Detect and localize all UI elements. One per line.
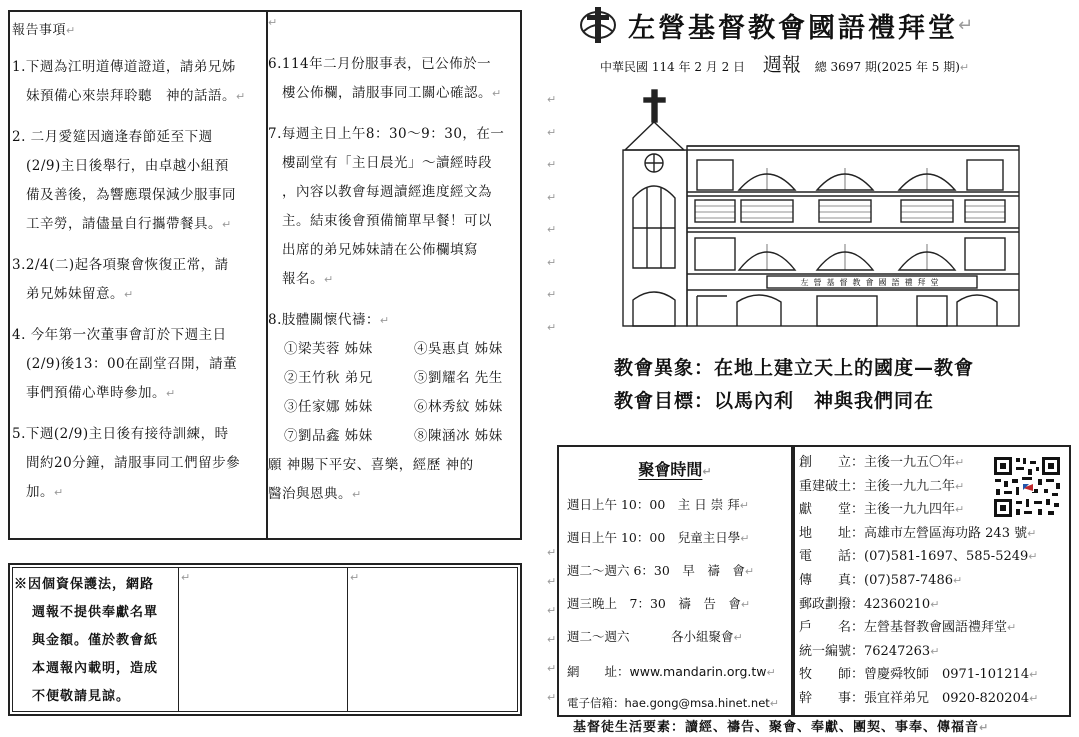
announcement-item xyxy=(12,420,264,507)
goal-line: 教會目標：以馬內利 神與我們同在 xyxy=(614,390,935,412)
announcement-line: 主。結束後會預備簡單早餐！可以 xyxy=(282,213,492,229)
privacy-note-box xyxy=(8,563,522,716)
bulletin-label: 週報 xyxy=(762,54,801,76)
schedule-row: 週二～週六 6：30 早 禱 會↵ xyxy=(567,563,755,578)
schedule-title: 聚會時間↵ xyxy=(638,460,712,479)
announcements-box xyxy=(8,10,522,540)
announcement-line: (2/9)主日後舉行，由卓越小組預 xyxy=(26,158,229,174)
email-link[interactable]: hae.gong@msa.hinet.net xyxy=(624,696,770,710)
info-label: 獻 堂： xyxy=(799,502,865,518)
care-closing-line: 願 神賜下平安、喜樂，經歷 神的 xyxy=(268,457,474,473)
info-row: 牧 師：曾慶舜牧師 0971-101214↵ xyxy=(799,667,1039,683)
info-label: 重建破土： xyxy=(799,478,865,494)
info-row: 傳 真：(07)587-7486↵ xyxy=(799,573,963,588)
info-value: 主後一九九二年 xyxy=(864,478,956,494)
privacy-line: ※因個資保護法，網路 xyxy=(14,577,155,592)
care-row xyxy=(284,393,522,422)
announcements-column-2 xyxy=(268,50,522,509)
paragraph-mark: ↵ xyxy=(350,571,360,584)
paragraph-mark: ↵ xyxy=(268,16,278,29)
info-value: 42360210 xyxy=(864,596,931,612)
info-label: 創 立： xyxy=(799,455,865,470)
bulletin-issue: 總 3697 期(2025 年 5 期) xyxy=(814,60,960,74)
church-title-row xyxy=(578,5,973,45)
announcement-line: 8.肢體關懷代禱：↵ xyxy=(268,312,390,328)
email-row: 電子信箱：hae.gong@msa.hinet.net↵ xyxy=(567,696,779,710)
announcement-line: 工辛勞，請儘量自行攜帶餐具。↵ xyxy=(26,216,232,232)
announcement-line: 加。↵ xyxy=(26,484,64,500)
announcement-list-1 xyxy=(12,53,264,507)
info-label: 電 話： xyxy=(799,549,865,565)
privacy-line: 本週報內載明，造成 xyxy=(32,661,159,676)
care-row xyxy=(284,364,522,393)
info-value: 高雄市左營區海功路 243 號 xyxy=(864,525,1028,541)
announcement-line: 2. 二月愛筵因適逢春節延至下週 xyxy=(12,129,213,145)
info-value: (07)581-1697、585-5249 xyxy=(864,549,1029,565)
info-row: 創 立：主後一九五〇年↵ xyxy=(799,455,965,470)
info-value: 主後一九九四年 xyxy=(864,502,956,518)
announcement-item xyxy=(12,251,264,309)
info-row: 統一編號：76247263↵ xyxy=(799,643,940,659)
info-label: 戶 名： xyxy=(799,620,865,636)
paragraph-mark: ↵ xyxy=(547,546,557,559)
announcement-line: 6.114年二月份服事表，已公佈於一 xyxy=(268,56,492,72)
church-vision xyxy=(614,352,974,418)
paragraph-marks-column: ↵ ↵ ↵ ↵ ↵ ↵ ↵ ↵ xyxy=(547,93,557,334)
building-sign: 左營基督教會國語禮拜堂 xyxy=(800,278,944,287)
care-name: ④吳惠貞 姊妹 xyxy=(414,341,503,357)
schedule-row: 週二～週六 各小組聚會↵ xyxy=(567,629,743,644)
announcement-line: 5.下週(2/9)主日後有接待訓練，時 xyxy=(12,426,229,442)
info-value: 主後一九五〇年 xyxy=(864,455,956,470)
info-row: 郵政劃撥：42360210↵ xyxy=(799,596,940,612)
bulletin-date-line: 中華民國 114 年 2 月 2 日 週報 總 3697 期(2025 年 5 期)↵ xyxy=(600,54,970,76)
announcement-line: 7.每週主日上午8：30～9：30，在一 xyxy=(268,126,505,142)
info-label: 統一編號： xyxy=(799,643,865,659)
privacy-cell-2 xyxy=(178,567,348,712)
announcement-line: (2/9)後13：00在副堂召開，請董 xyxy=(26,356,238,372)
announcements-column-1 xyxy=(12,16,264,519)
info-label: 地 址： xyxy=(799,525,865,541)
privacy-line: 與金額。僅於教會紙 xyxy=(32,633,159,648)
meeting-schedule-box xyxy=(557,445,793,717)
paragraph-mark: ↵ xyxy=(958,14,974,36)
announcement-line: 間約20分鐘，請服事同工們留步參 xyxy=(26,455,241,471)
info-value: 76247263 xyxy=(864,643,931,659)
care-row xyxy=(284,422,522,451)
announcement-line: 弟兄姊妹留意。↵ xyxy=(26,286,134,302)
website-link[interactable]: www.mandarin.org.tw xyxy=(629,664,767,679)
paragraph-mark: ↵ xyxy=(547,633,557,646)
info-row: 戶 名：左營基督教會國語禮拜堂↵ xyxy=(799,620,1017,636)
privacy-line: 不便敬請見諒。 xyxy=(32,689,131,704)
announcement-line: 4. 今年第一次董事會訂於下週主日 xyxy=(12,327,227,343)
schedule-row: 週日上午 10：00 兒童主日學↵ xyxy=(567,530,750,545)
announcement-line: 1.下週為江明道傳道證道，請弟兄姊 xyxy=(12,59,236,75)
care-closing xyxy=(252,451,522,509)
paragraph-mark: ↵ xyxy=(547,604,557,617)
info-row: 地 址：高雄市左營區海功路 243 號↵ xyxy=(799,525,1037,541)
announcement-item xyxy=(268,306,522,335)
privacy-line: 週報不提供奉獻名單 xyxy=(32,605,159,620)
report-heading: 報告事項↵ xyxy=(12,23,76,38)
paragraph-mark: ↵ xyxy=(547,575,557,588)
info-label: 傳 真： xyxy=(799,573,865,588)
vision-line: 教會異象：在地上建立天上的國度—教會 xyxy=(614,357,975,379)
info-value: (07)587-7486 xyxy=(864,573,953,588)
info-label: 牧 師： xyxy=(799,667,865,683)
church-info-box xyxy=(793,445,1071,717)
announcement-line: 備及善後，為響應環保減少服事同 xyxy=(26,187,236,203)
care-closing-line: 醫治與恩典。↵ xyxy=(268,486,362,502)
care-name: ⑧陳涵冰 姊妹 xyxy=(414,428,503,444)
info-row: 幹 事：張宜祥弟兄 0920-820204↵ xyxy=(799,691,1039,706)
info-value: 左營基督教會國語禮拜堂 xyxy=(864,620,1008,636)
christian-life-essentials: 基督徒生活要素：讀經、禱告、聚會、奉獻、團契、事奉、傳福音↵ xyxy=(573,720,990,735)
announcement-item xyxy=(12,123,264,239)
announcement-line: 樓副堂有「主日晨光」～讀經時段 xyxy=(282,155,492,171)
care-list xyxy=(268,335,522,451)
care-name: ②王竹秋 弟兄 xyxy=(284,370,373,386)
care-name: ⑦劉品鑫 姊妹 xyxy=(284,428,373,444)
bulletin-date: 中華民國 114 年 2 月 2 日 xyxy=(600,60,746,74)
care-name: ①梁芙蓉 姊妹 xyxy=(284,341,373,357)
info-row: 電 話：(07)581-1697、585-5249↵ xyxy=(799,549,1038,565)
care-name: ⑤劉耀名 先生 xyxy=(414,370,503,386)
care-row xyxy=(284,335,522,364)
announcement-line: 報名。↵ xyxy=(282,271,334,287)
announcement-item xyxy=(12,53,264,111)
qr-code-icon[interactable] xyxy=(992,455,1062,519)
announcement-line: ，內容以教會每週讀經進度經文為 xyxy=(282,184,492,200)
info-label: 幹 事： xyxy=(799,691,865,706)
info-value: 張宜祥弟兄 0920-820204 xyxy=(864,691,1030,706)
announcement-item xyxy=(12,321,264,408)
church-title: 左營基督教會國語禮拜堂 xyxy=(628,12,958,44)
announcement-line: 樓公佈欄，請服事同工關心確認。↵ xyxy=(282,85,502,101)
announcement-line: 事們預備心準時參加。↵ xyxy=(26,385,176,401)
schedule-row: 週三晚上 7：30 禱 告 會↵ xyxy=(567,596,751,611)
care-name: ③任家娜 姊妹 xyxy=(284,399,373,415)
announcement-item xyxy=(268,50,522,108)
schedule-row: 週日上午 10：00 主 日 崇 拜↵ xyxy=(567,497,749,512)
paragraph-mark: ↵ xyxy=(547,662,557,675)
church-building-illustration xyxy=(617,88,1023,328)
privacy-cell-3 xyxy=(347,567,518,712)
info-row: 獻 堂：主後一九九四年↵ xyxy=(799,502,965,518)
info-label: 郵政劃撥： xyxy=(799,596,865,612)
privacy-note xyxy=(14,571,176,711)
announcement-line: 3.2/4(二)起各項聚會恢復正常，請 xyxy=(12,257,229,273)
paragraph-mark: ↵ xyxy=(181,571,191,584)
website-row: 網 址：www.mandarin.org.tw↵ xyxy=(567,664,776,679)
announcement-line: 出席的弟兄姊妹請在公佈欄填寫 xyxy=(282,242,478,258)
announcement-line: 妹預備心來崇拜聆聽 神的話語。↵ xyxy=(26,88,246,104)
info-value: 曾慶舜牧師 0971-101214 xyxy=(864,667,1030,683)
paragraph-mark: ↵ xyxy=(547,691,557,704)
announcement-item xyxy=(268,120,522,294)
info-row: 重建破土：主後一九九二年↵ xyxy=(799,478,965,494)
church-logo-icon xyxy=(578,5,618,45)
announcement-list-2 xyxy=(268,50,522,335)
care-name: ⑥林秀紋 姊妹 xyxy=(414,399,503,415)
